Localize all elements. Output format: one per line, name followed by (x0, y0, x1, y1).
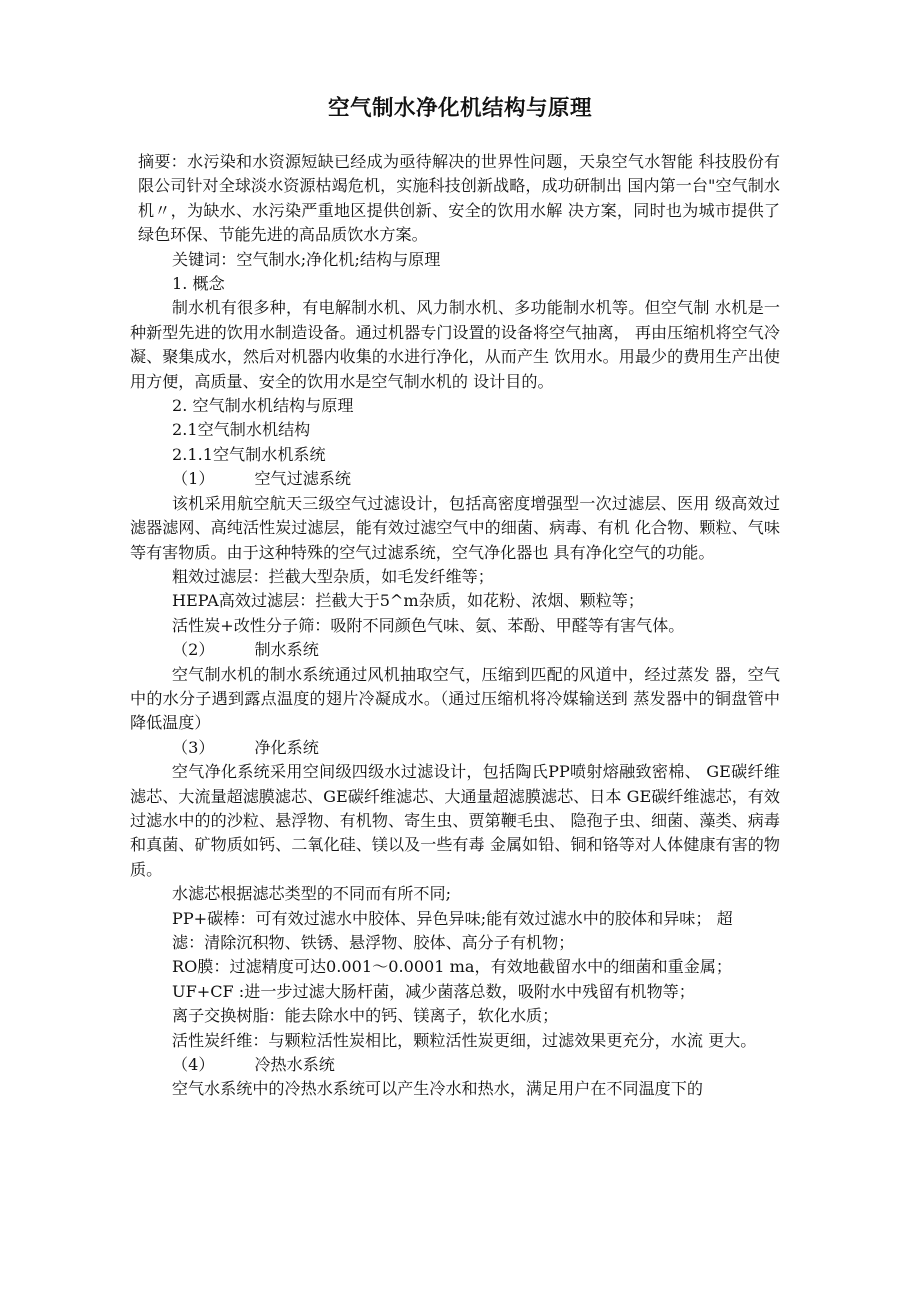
subsection-3-heading (130, 736, 780, 760)
subsection-4-number: （4） (172, 1055, 215, 1075)
subsection-4-title: 冷热水系统 (254, 1055, 335, 1075)
filter-carbon-fiber-line: 活性炭纤维：与颗粒活性炭相比，颗粒活性炭更细，过滤效果更充分，水流 更大。 (171, 1030, 757, 1050)
abstract-paragraph: 摘要：水污染和水资源短缺已经成为亟待解决的世界性问题，天泉空气水智能 科技股份有限公司针对全球淡水资源枯竭危机，实施科技创新战略，成功研制出 国内第一台"空气制水机〃，为缺水、水污染严重地区提供创新、安全的饮用水解 决方案，同时也为城市提供了绿色环保、节能先进的高品质饮水方案。 (138, 152, 780, 245)
subsection-3-paragraph: 空气净化系统采用空间级四级水过滤设计，包括陶氏PP喷射熔融致密棉、 GE碳纤维滤芯、大流量超滤膜滤芯、GE碳纤维滤芯、大通量超滤膜滤芯、日本 GE碳纤维滤芯，有效过滤水中的的沙粒、悬浮物、有机物、寄生虫、贾第鞭毛虫、 隐孢子虫、细菌、藻类、病毒和真菌、矿物质如钙、二氧化硅、镁以及一些有毒 金属如铅、铜和铬等对人体健康有害的物质。 (130, 762, 780, 879)
filter-pp-carbon-item (130, 907, 780, 956)
filter-pp-carbon-line-1: PP+碳棒：可有效过滤水中胶体、异色异味;能有效过滤水中的胶体和异味； 超 (172, 908, 733, 928)
document-body (130, 150, 780, 1102)
subsection-3-title: 净化系统 (254, 737, 319, 757)
subsection-2-heading (130, 638, 780, 662)
document-title: 空气制水净化机结构与原理 (327, 96, 592, 121)
filter-carbon-line: 活性炭+改性分子筛：吸附不同颜色气味、氨、苯酚、甲醛等有害气体。 (172, 615, 685, 635)
filter-hepa-line: HEPA高效过滤层：拦截大于5^m杂质，如花粉、浓烟、颗粒等； (172, 591, 644, 611)
subsection-1-paragraph: 该机采用航空航天三级空气过滤设计，包括高密度增强型一次过滤层、医用 级高效过滤器滤网、高纯活性炭过滤层，能有效过滤空气中的细菌、病毒、有机 化合物、颗粒、气味等有害物质。由于这种特殊的空气过滤系统，空气净化器也 具有净化空气的功能。 (130, 493, 780, 562)
section-2-1-1-heading: 2.1.1空气制水机系统 (172, 444, 326, 464)
subsection-2-title: 制水系统 (254, 640, 319, 660)
keywords-line: 关键词：空气制水;净化机;结构与原理 (172, 249, 441, 269)
subsection-1-heading (130, 467, 780, 491)
filter-ion-exchange-line: 离子交换树脂：能去除水中的钙、镁离子，软化水质； (172, 1006, 559, 1026)
subsection-2-paragraph: 空气制水机的制水系统通过风机抽取空气，压缩到匹配的风道中，经过蒸发 器，空气中的水分子遇到露点温度的翅片冷凝成水。（通过压缩机将冷媒输送到 蒸发器中的铜盘管中降低温度） (130, 664, 780, 733)
subsection-1-title: 空气过滤系统 (254, 469, 351, 489)
section-2-1-heading: 2.1空气制水机结构 (172, 420, 311, 440)
subsection-4-paragraph: 空气水系统中的冷热水系统可以产生冷水和热水，满足用户在不同温度下的 (171, 1079, 703, 1099)
subsection-2-number: （2） (172, 640, 215, 660)
subsection-4-heading (130, 1053, 780, 1077)
section-1-paragraph: 制水机有很多种，有电解制水机、风力制水机、多功能制水机等。但空气制 水机是一种新型先进的饮用水制造设备。通过机器专门设置的设备将空气抽离， 再由压缩机将空气冷凝、聚集成水，然后对机器内收集的水进行净化，从而产生 饮用水。用最少的费用生产出使用方便，高质量、安全的饮用水是空气制水机的 设计目的。 (130, 298, 780, 391)
filter-pp-carbon-line-2: 滤：清除沉积物、铁锈、悬浮物、胶体、高分子有机物； (172, 933, 575, 952)
filter-uf-cf-line: UF+CF :进一步过滤大肠杆菌，减少菌落总数，吸附水中残留有机物等； (172, 981, 695, 1001)
section-1-heading: 1. 概念 (172, 274, 225, 294)
filter-intro-line: 水滤芯根据滤芯类型的不同而有所不同; (172, 884, 452, 904)
filter-coarse-line: 粗效过滤层：拦截大型杂质，如毛发纤维等； (172, 566, 494, 586)
filter-ro-line: RO膜：过滤精度可达0.001〜0.0001 ma，有效地截留水中的细菌和重金属； (172, 957, 733, 977)
section-2-heading: 2. 空气制水机结构与原理 (172, 396, 354, 416)
subsection-3-number: （3） (172, 737, 215, 757)
subsection-1-number: （1） (172, 469, 215, 489)
